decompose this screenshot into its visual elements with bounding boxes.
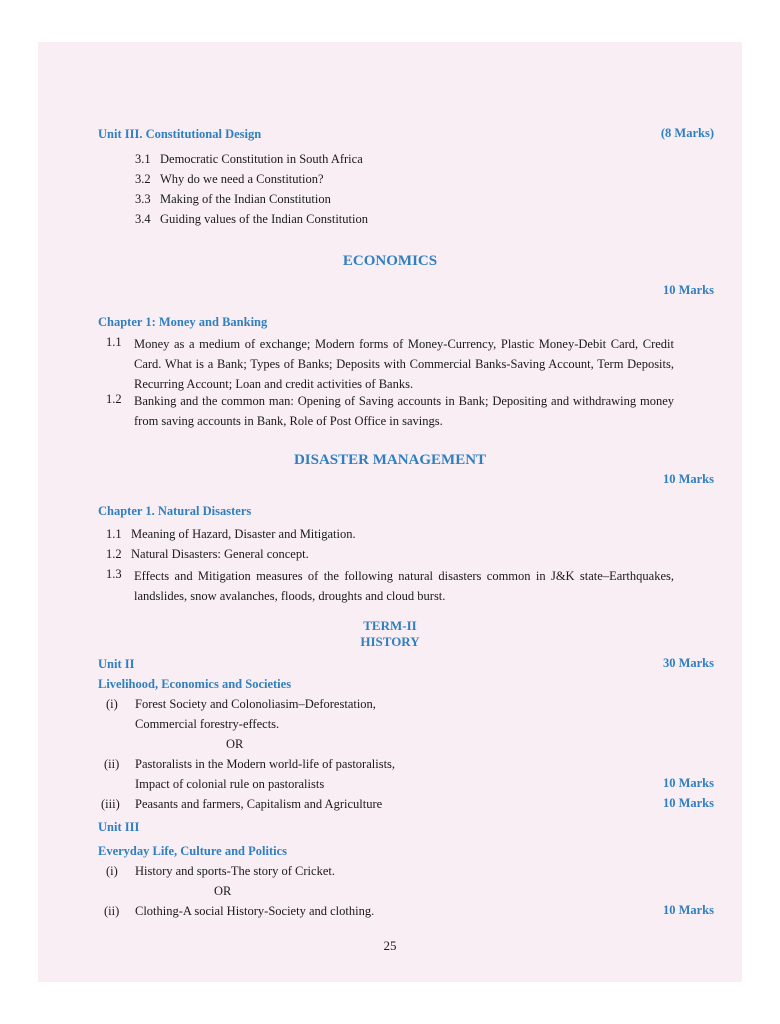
unit2-heading: Unit II: [98, 657, 135, 671]
chapter-heading: Chapter 1: Money and Banking: [98, 315, 268, 329]
term-label: TERM-II: [363, 618, 417, 633]
list-item-num: (ii): [104, 904, 120, 918]
or-label: OR: [226, 737, 244, 751]
section-title-economics: ECONOMICS: [342, 253, 438, 269]
list-item: 1.1 Meaning of Hazard, Disaster and Mitigation.: [106, 527, 356, 541]
list-item-num: (i): [106, 697, 118, 711]
marks-label: 10 Marks: [662, 796, 714, 810]
unit2-marks: 30 Marks: [662, 656, 714, 670]
marks-label: 10 Marks: [662, 903, 714, 917]
list-item: 3.2 Why do we need a Constitution?: [135, 172, 324, 186]
economics-marks: 10 Marks: [662, 283, 714, 297]
unit3-marks: (8 Marks): [660, 126, 714, 140]
disaster-marks: 10 Marks: [662, 472, 714, 486]
section-title-disaster: DISASTER MANAGEMENT: [293, 452, 487, 468]
list-item: 1.2 Natural Disasters: General concept.: [106, 547, 309, 561]
list-item: 3.3 Making of the Indian Constitution: [135, 192, 331, 206]
list-item: Pastoralists in the Modern world-life of pastoralists,: [135, 757, 396, 771]
chapter-heading: Chapter 1. Natural Disasters: [98, 504, 252, 518]
list-item: Peasants and farmers, Capitalism and Agriculture: [135, 797, 383, 811]
list-item: History and sports-The story of Cricket.: [135, 864, 335, 878]
list-item: 3.4 Guiding values of the Indian Constitution: [135, 212, 368, 226]
marks-label: 10 Marks: [662, 776, 714, 790]
list-item-num: (i): [106, 864, 118, 878]
list-item-num: (iii): [101, 797, 120, 811]
list-item-num: (ii): [104, 757, 120, 771]
unit3-heading-history: Unit III: [98, 820, 140, 834]
list-item: Clothing-A social History-Society and clothing.: [135, 904, 375, 918]
list-item: 3.1 Democratic Constitution in South Africa: [135, 152, 363, 166]
page-number: 25: [383, 938, 397, 953]
list-item: Forest Society and Colonoliasim–Deforestation,: [135, 697, 376, 711]
unit3-heading: Unit III. Constitutional Design: [98, 127, 262, 141]
or-label: OR: [214, 884, 232, 898]
list-item-continued: Commercial forestry-effects.: [135, 717, 280, 731]
list-item-continued: Impact of colonial rule on pastoralists: [135, 777, 325, 791]
unit3-subheading: Everyday Life, Culture and Politics: [98, 844, 288, 858]
subject-label: HISTORY: [360, 634, 420, 649]
unit2-subheading: Livelihood, Economics and Societies: [98, 677, 292, 691]
